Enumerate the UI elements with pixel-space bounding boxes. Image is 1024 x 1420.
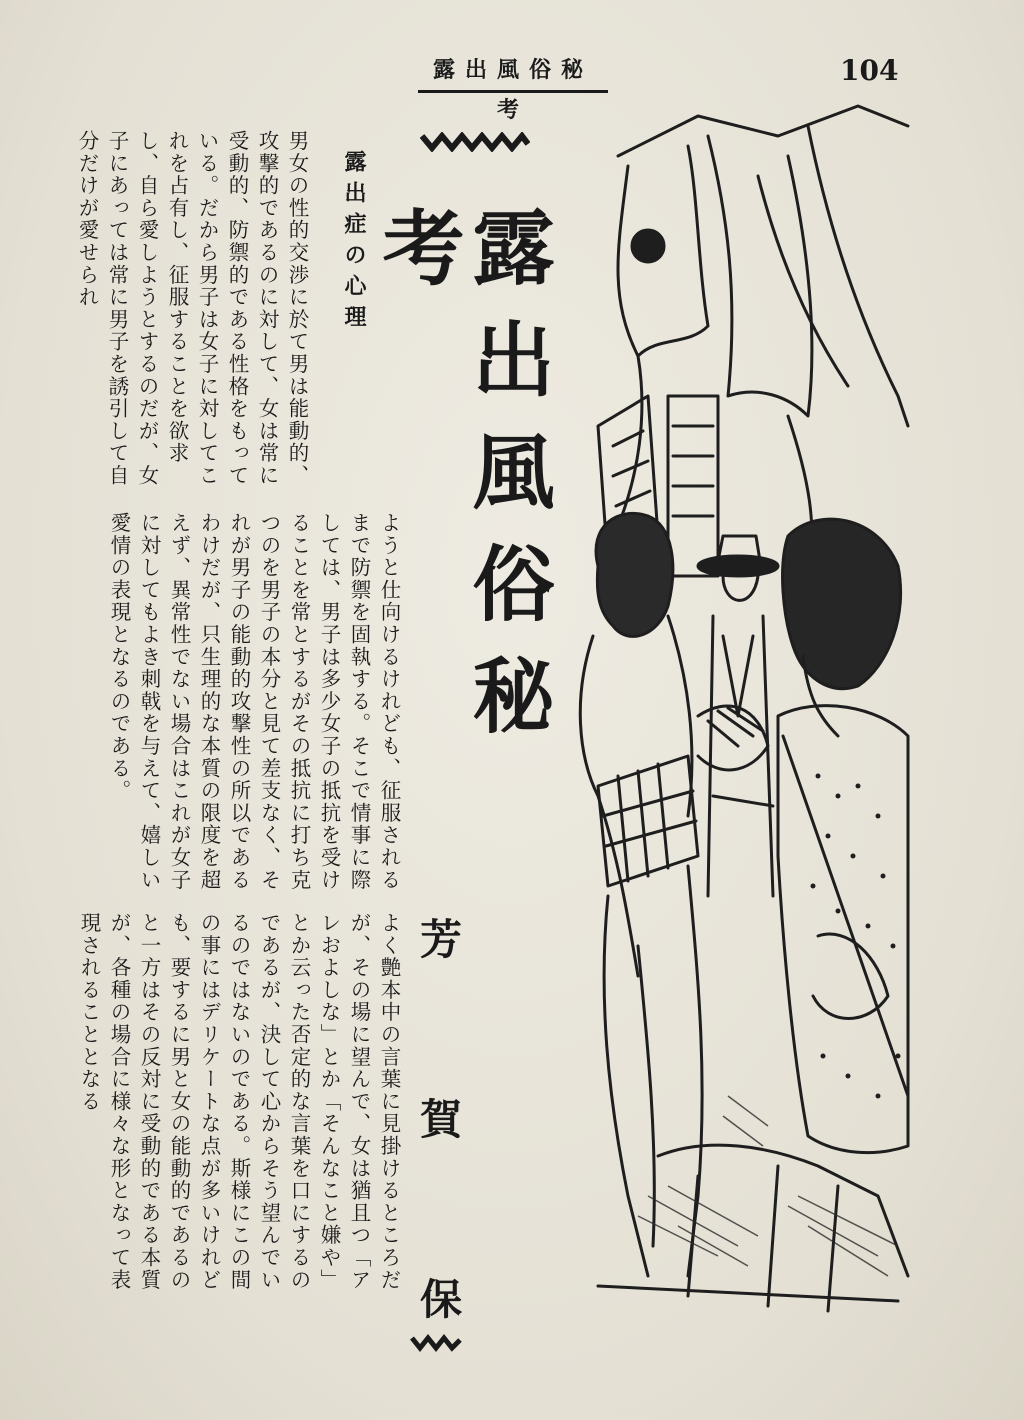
- article-title: 露出風俗秘考: [369, 205, 555, 765]
- zigzag-ornament-bottom: [410, 1334, 464, 1352]
- zigzag-ornament-top: [420, 132, 530, 152]
- street-scene-illustration: [578, 96, 913, 1321]
- author-char: 賀: [419, 1095, 462, 1144]
- author-char: 芳: [419, 915, 462, 964]
- body-text-middle: ようと仕向けるけれども、征服されるまで防禦を固執する。そこで情事に際しては、男子は多少女子の抵抗を受けることを常とするがその抵抗に打ち克つのを男子の本分と見て差支なく、それが男子の能動的攻撃性の所以であるわけだが、只生理的な本質の限度を超えず、異常性でない場合はこれが女子に対してもよき刺戟を与えて、嬉しい愛情の表現となるのである。: [107, 512, 401, 892]
- section-heading: 露出症の心理: [341, 150, 367, 336]
- page-number: 104: [840, 54, 899, 87]
- running-title: 露出風俗秘考: [418, 50, 608, 93]
- author-char: 保: [419, 1275, 462, 1324]
- body-text-bottom: よく艶本中の言葉に見掛けるところだが、その場に望んで、女は猶且つ「アレおよしな」とか「そんなこと嫌や」とか云った否定的な言葉を口にするのであるが、決して心からそう望んでいるのではないのである。斯様にこの間の事にはデリケートな点が多いけれども、要するに男と女の能動的であるのと一方はその反対に受動的である本質が、各種の場合に様々な形となって表現されることとなる: [77, 912, 401, 1292]
- author-name: [416, 915, 466, 1325]
- body-text-top: 男女の性的交渉に於て男は能動的、攻撃的であるのに対して、女は常に受動的、防禦的である性格をもっている。だから男子は女子に対してこれを占有し、征服することを欲求し、自ら愛しようとするのだが、女子にあっては常に男子を誘引して自分だけが愛せられ: [75, 130, 309, 487]
